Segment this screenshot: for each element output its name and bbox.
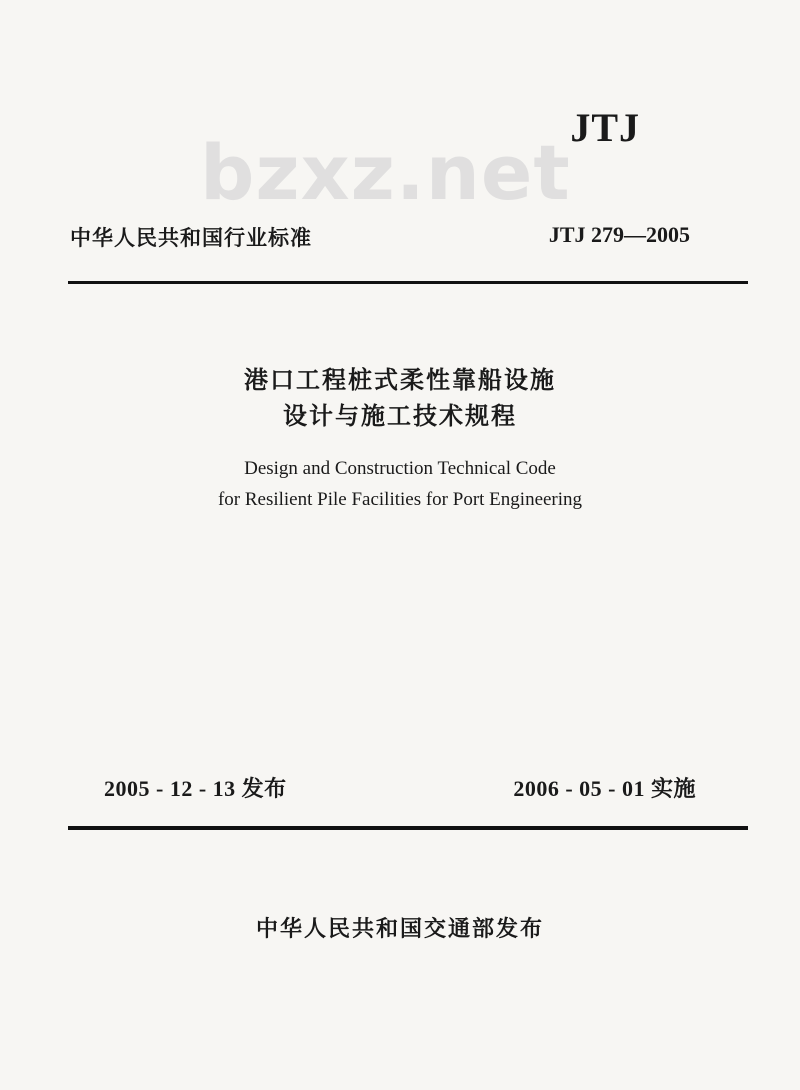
publisher: 中华人民共和国交通部发布 [255, 917, 544, 942]
issue-date: 2005 - 12 - 13 [104, 776, 236, 801]
standard-code-mark: JTJ [570, 105, 640, 150]
top-divider [68, 281, 748, 284]
issue-date-block [104, 772, 287, 803]
title-cn-line2: 设计与施工技术规程 [283, 402, 517, 430]
watermark: bzxz.net [200, 128, 571, 217]
issue-label: 发布 [241, 777, 287, 802]
implement-label: 实施 [650, 777, 696, 802]
title-cn-line1: 港口工程桩式柔性靠船设施 [244, 366, 556, 394]
title-en-line1: Design and Construction Technical Code [244, 458, 556, 479]
bottom-divider [68, 826, 748, 830]
implement-date: 2006 - 05 - 01 [513, 776, 645, 801]
implement-date-block [513, 772, 696, 803]
standard-category: 中华人民共和国行业标准 [70, 226, 312, 250]
title-en-line2: for Resilient Pile Facilities for Port Engineering [217, 489, 583, 510]
standard-number: JTJ 279—2005 [548, 222, 690, 247]
